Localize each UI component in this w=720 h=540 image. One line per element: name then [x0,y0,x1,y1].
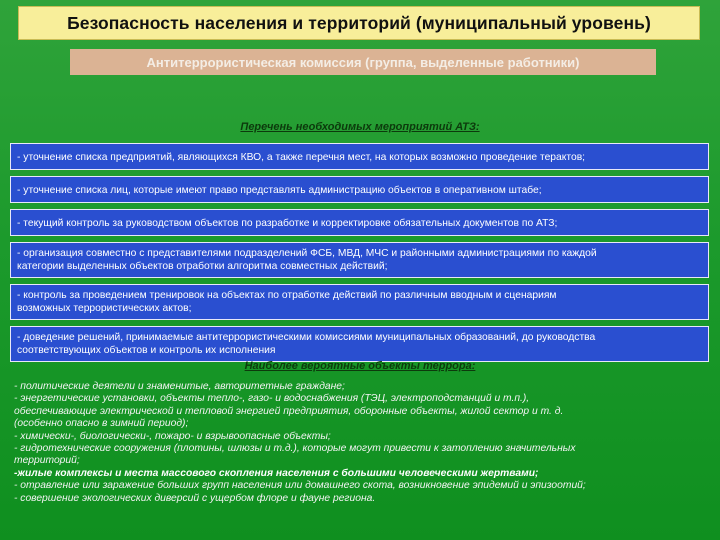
measure-item [10,209,709,236]
measure-line: - организация совместно с представителями подразделений ФСБ, МВД, МЧС и районными администрациями по каждой [17,248,597,259]
measures-heading: Перечень необходимых мероприятий АТЗ: [240,121,480,133]
object-line: - совершение экологических диверсий с ущербом флоре и фауне региона. [14,492,376,504]
measure-line: - доведение решений, принимаемые антитеррористическими комиссиями муниципальных образований, до руководства [17,332,596,343]
objects-list [14,381,709,505]
page-title [18,6,700,40]
object-line: территорий; [14,455,80,467]
objects-heading: Наиболее вероятные объекты террора: [244,360,476,372]
measure-item [10,284,709,320]
measure-line: соответствующих объектов и контроль их исполнения [17,345,276,356]
object-line: - гидротехнические сооружения (плотины, шлюзы и т.д.), которые могут привести к затоплению значительных [14,443,576,455]
object-line: - энергетические установки, объекты тепло-, газо- и водоснабжения (ТЭЦ, электроподстанций и т.п.), [14,393,530,405]
measure-item [10,242,709,278]
measure-item [10,176,709,203]
object-line: (особенно опасно в зимний период); [14,418,189,430]
measure-line: - уточнение списка лиц, которые имеют право представлять администрацию объектов в оперативном штабе; [17,185,542,196]
object-line: -жилые комплексы и места массового скопления населения с большими человеческими жертвами; [14,467,539,479]
object-line: обеспечивающие электрической и тепловой энергией предприятия, оборонные объекты, жилой сектор и т. д. [14,405,564,417]
object-line: - политические деятели и знаменитые, авторитетные граждане; [14,381,345,392]
measure-line: - уточнение списка предприятий, являющихся КВО, а также перечня мест, на которых возможно проведение терактов; [17,152,586,163]
measure-item [10,143,709,170]
measure-line: возможных террористических актов; [17,303,192,314]
measure-item [10,326,709,362]
subtitle-text: Антитеррористическая комиссия (группа, выделенные работники) [146,54,580,70]
subtitle-banner [70,49,656,75]
measure-line: категории выделенных объектов отработки алгоритма совместных действий; [17,261,388,272]
object-line: - отравление или заражение больших групп населения или домашнего скота, возникновение эпидемий и эпизоотий; [14,480,586,492]
measure-line: - текущий контроль за руководством объектов по разработке и корректировке обязательных документов по АТЗ; [17,218,558,229]
measure-line: - контроль за проведением тренировок на объектах по отработке действий по различным вводным и сценариям [17,290,557,301]
object-line: - химически-, биологически-, пожаро- и взрывоопасные объекты; [14,430,331,442]
measures-list [10,143,709,368]
page-title-text: Безопасность населения и территорий (муниципальный уровень) [67,12,651,33]
